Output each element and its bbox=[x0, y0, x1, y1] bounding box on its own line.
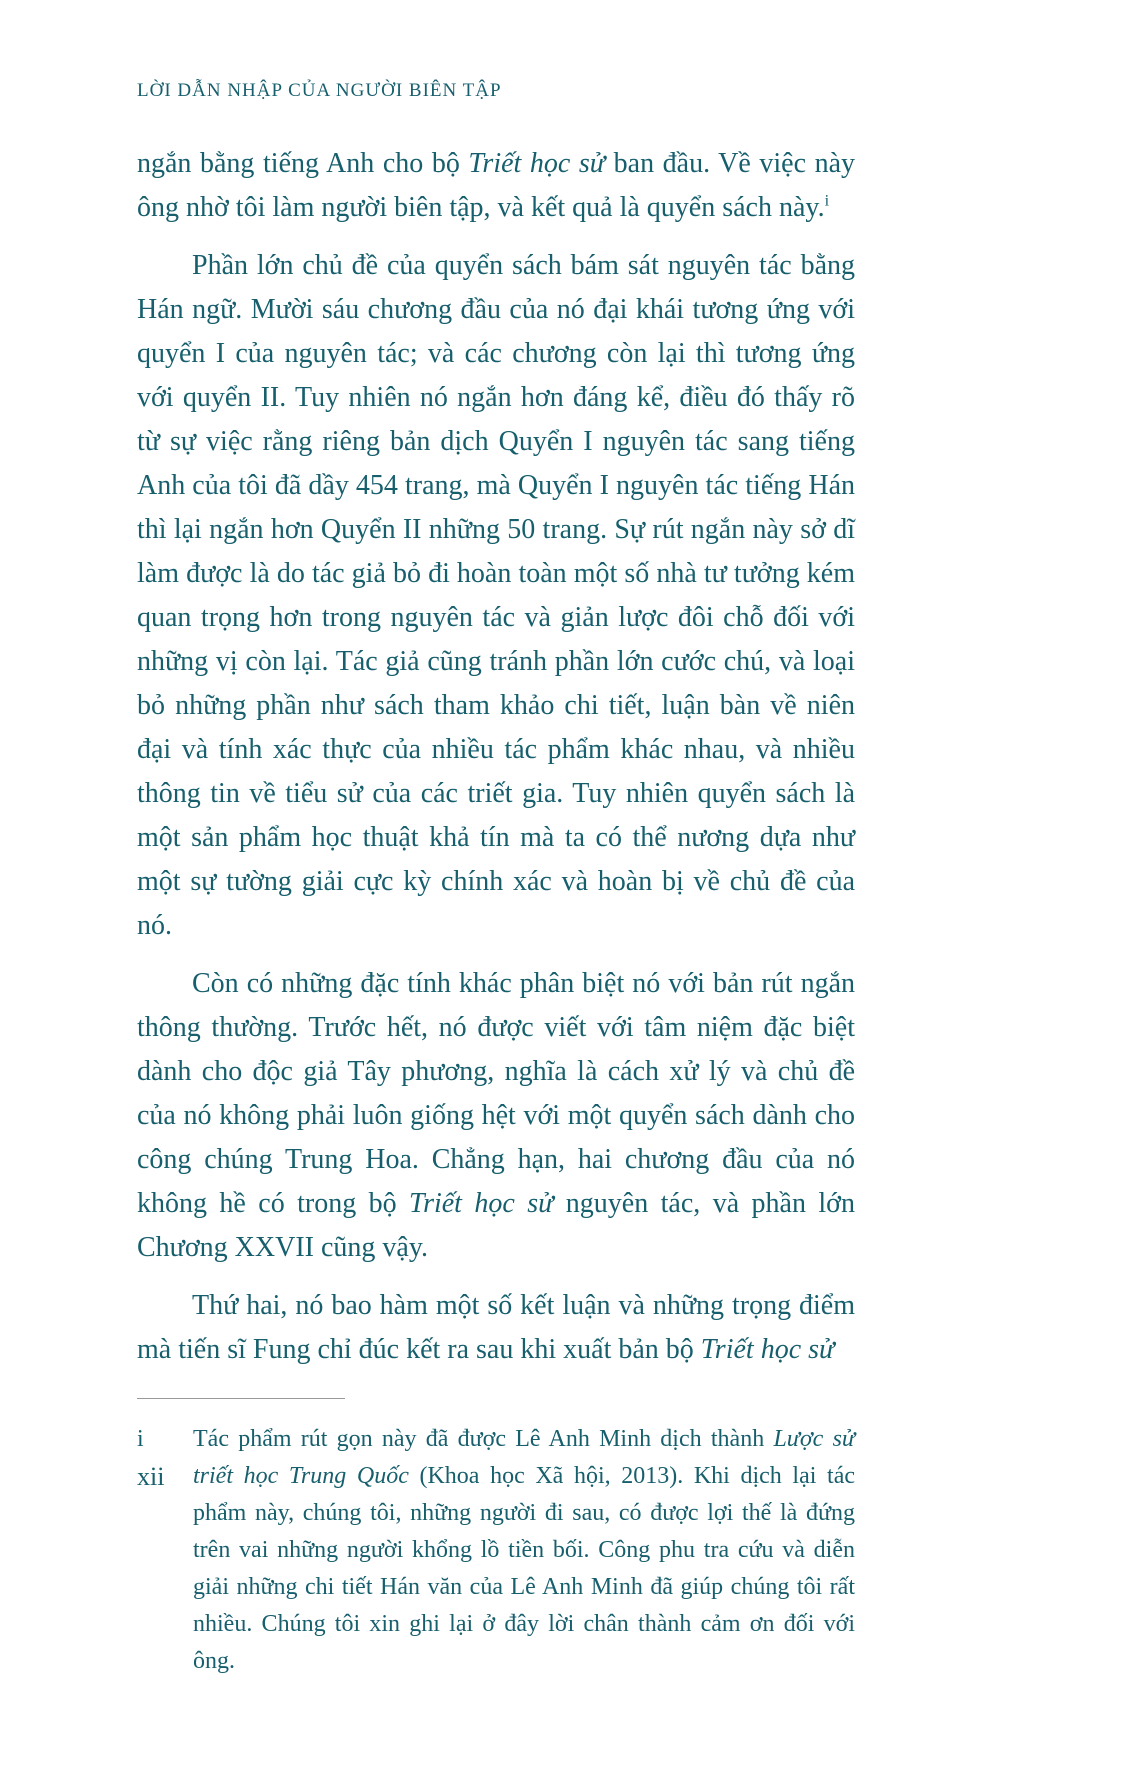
paragraph: ngắn bằng tiếng Anh cho bộ Triết học sử ban đầu. Về việc này ông nhờ tôi làm người biên tập, và kết quả là quyển sách này.$^i$ bbox=[137, 148, 855, 223]
body-text bbox=[137, 142, 855, 1372]
paragraph: Còn có những đặc tính khác phân biệt nó với bản rút ngắn thông thường. Trước hết, nó được viết với tâm niệm đặc biệt dành cho độc giả Tây phương, nghĩa là cách xử lý và chủ đề của nó không phải luôn giống hệt với một quyển sách dành cho công chúng Trung Hoa. Chẳng hạn, hai chương đầu của nó không hề có trong bộ Triết học sử nguyên tác, và phần lớn Chương XXVII cũng vậy. bbox=[137, 968, 855, 1263]
page-number: xii bbox=[137, 1462, 165, 1491]
footnote-text: Tác phẩm rút gọn này đã được Lê Anh Minh dịch thành Lược sử triết học Trung Quốc (Khoa học Xã hội, 2013). Khi dịch lại tác phẩm này, chúng tôi, những người đi sau, có được lợi thế là đứng trên vai những người khổng lồ tiền bối. Công phu tra cứu và diễn giải những chi tiết Hán văn của Lê Anh Minh đã giúp chúng tôi rất nhiều. Chúng tôi xin ghi lại ở đây lời chân thành cảm ơn đối với ông. bbox=[193, 1426, 856, 1674]
footnote-separator bbox=[137, 1398, 345, 1399]
paragraph: Thứ hai, nó bao hàm một số kết luận và những trọng điểm mà tiến sĩ Fung chỉ đúc kết ra sau khi xuất bản bộ Triết học sử bbox=[137, 1290, 855, 1365]
footnote bbox=[137, 1421, 855, 1680]
footnote-marker: i bbox=[137, 1426, 144, 1452]
running-head: LỜI DẪN NHẬP CỦA NGƯỜI BIÊN TẬP bbox=[137, 80, 502, 101]
paragraph: Phần lớn chủ đề của quyển sách bám sát nguyên tác bằng Hán ngữ. Mười sáu chương đầu của nó đại khái tương ứng với quyển I của nguyên tác; và các chương còn lại thì tương ứng với quyển II. Tuy nhiên nó ngắn hơn đáng kể, điều đó thấy rõ từ sự việc rằng riêng bản dịch Quyển I nguyên tác sang tiếng Anh của tôi đã dầy 454 trang, mà Quyển I nguyên tác tiếng Hán thì lại ngắn hơn Quyển II những 50 trang. Sự rút ngắn này sở dĩ làm được là do tác giả bỏ đi hoàn toàn một số nhà tư tưởng kém quan trọng hơn trong nguyên tác và giản lược đôi chỗ đối với những vị còn lại. Tác giả cũng tránh phần lớn cước chú, và loại bỏ những phần như sách tham khảo chi tiết, luận bàn về niên đại và tính xác thực của nhiều tác phẩm khác nhau, và nhiều thông tin về tiểu sử của các triết gia. Tuy nhiên quyển sách là một sản phẩm học thuật khả tín mà ta có thể nương dựa như một sự tường giải cực kỳ chính xác và hoàn bị về chủ đề của nó. bbox=[137, 250, 855, 941]
